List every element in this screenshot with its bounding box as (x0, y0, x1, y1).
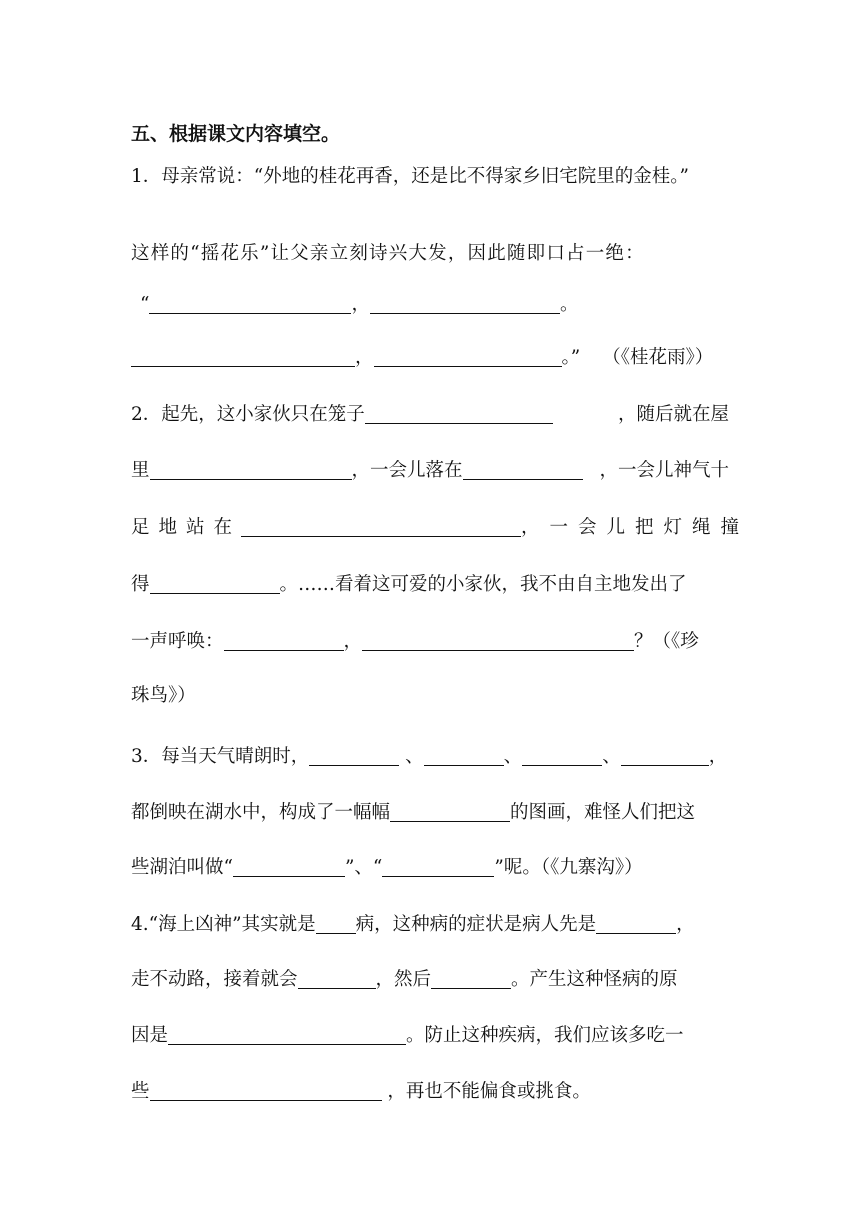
text: ，一会儿神气十 (599, 460, 729, 481)
text: 些 (131, 1081, 150, 1102)
text: 3．每当天气晴朗时， (131, 746, 310, 767)
blank-q3-6[interactable] (233, 856, 345, 877)
text: 的图画，难怪人们把这 (510, 802, 696, 823)
blank-q3-4[interactable] (621, 745, 709, 766)
q1-line-4 (131, 328, 729, 388)
open-quote: “ (140, 294, 150, 315)
text: 。产生这种怪病的原 (511, 969, 678, 990)
text: ，一会儿把灯绳撞 (521, 517, 750, 538)
text: 、 (399, 746, 424, 767)
period: 。 (559, 294, 579, 315)
text: ，一会儿落在 (351, 460, 463, 481)
blank-q2-5[interactable] (150, 573, 280, 594)
text: 些湖泊叫做“ (131, 857, 233, 878)
blank-q2-6[interactable] (224, 630, 344, 651)
source-guihuayu: （《桂花雨》） (602, 347, 714, 368)
blank-q2-4[interactable] (241, 516, 521, 537)
close-quote: 。” (561, 347, 581, 368)
blank-q2-7[interactable] (362, 630, 634, 651)
blank-q3-5[interactable] (390, 801, 510, 822)
text: 因是 (131, 1025, 169, 1046)
q2-line-3 (131, 498, 750, 558)
text: 都倒映在湖水中，构成了一幅幅 (131, 802, 391, 823)
blank-q2-1[interactable] (365, 403, 553, 424)
blank-q1-3[interactable] (131, 346, 355, 367)
text: 足地站在 (131, 517, 242, 538)
text: ，再也不能偏食或挑食。 (381, 1081, 591, 1102)
text: 2．起先，这小家伙只在笼子 (131, 404, 365, 425)
blank-q2-3[interactable] (463, 459, 583, 480)
text: 。……看着这可爱的小家伙，我不由自主地发出了 (279, 574, 687, 595)
q2-line-2 (131, 441, 729, 501)
blank-q3-1[interactable] (309, 745, 399, 766)
q4-line-2 (131, 950, 729, 1010)
blank-q1-2[interactable] (370, 293, 560, 314)
q3-line-3 (131, 838, 729, 898)
q2-line-1 (131, 385, 729, 445)
text: 、 (602, 746, 621, 767)
text: 。防止这种疾病，我们应该多吃一 (406, 1025, 684, 1046)
blank-q2-2[interactable] (150, 459, 352, 480)
text: ，随后就在屋 (617, 404, 729, 425)
text: 4.“海上凶神”其实就是 (131, 914, 316, 935)
blank-q4-3[interactable] (298, 968, 376, 989)
text: 一声呼唤： (131, 631, 224, 652)
blank-q1-4[interactable] (374, 346, 562, 367)
section-heading: 五、根据课文内容填空。 (131, 123, 341, 145)
q2-line-5 (131, 612, 729, 672)
q2-line-4 (131, 555, 729, 615)
q3-line-2 (131, 783, 729, 843)
text: ， (343, 631, 363, 652)
q1-line-2: 这样的“摇花乐”让父亲立刻诗兴大发，因此随即口占一绝： (131, 243, 645, 264)
text: ， (708, 746, 728, 767)
text: 走不动路，接着就会 (131, 969, 298, 990)
blank-q1-1[interactable] (149, 293, 351, 314)
blank-q4-2[interactable] (596, 913, 676, 934)
comma: ， (351, 294, 370, 315)
q3-line-1 (131, 727, 729, 787)
q4-line-1 (131, 895, 729, 955)
blank-q3-3[interactable] (522, 745, 602, 766)
text: ， (676, 914, 695, 935)
text: 、 (503, 746, 523, 767)
q1-line-1: 1．母亲常说：“外地的桂花再香，还是比不得家乡旧宅院里的金桂。” (131, 166, 689, 187)
q4-line-4 (131, 1062, 729, 1122)
blank-q4-5[interactable] (168, 1024, 406, 1045)
q1-line-3 (140, 275, 729, 335)
text: ？（《珍 (634, 631, 699, 652)
text: ”呢。（《九寨沟》） (494, 857, 643, 878)
text: 里 (131, 460, 150, 481)
text: ，然后 (375, 969, 432, 990)
blank-q4-6[interactable] (150, 1080, 382, 1101)
q4-line-3 (131, 1006, 729, 1066)
text: 得 (131, 574, 150, 595)
blank-q3-2[interactable] (424, 745, 504, 766)
blank-q4-1[interactable] (316, 913, 356, 934)
text: 病，这种病的症状是病人先是 (355, 914, 597, 935)
text: ”、“ (344, 857, 383, 878)
comma: ， (355, 347, 374, 368)
blank-q4-4[interactable] (431, 968, 511, 989)
blank-q3-7[interactable] (382, 856, 494, 877)
q2-line-6: 珠鸟》） (131, 685, 196, 706)
